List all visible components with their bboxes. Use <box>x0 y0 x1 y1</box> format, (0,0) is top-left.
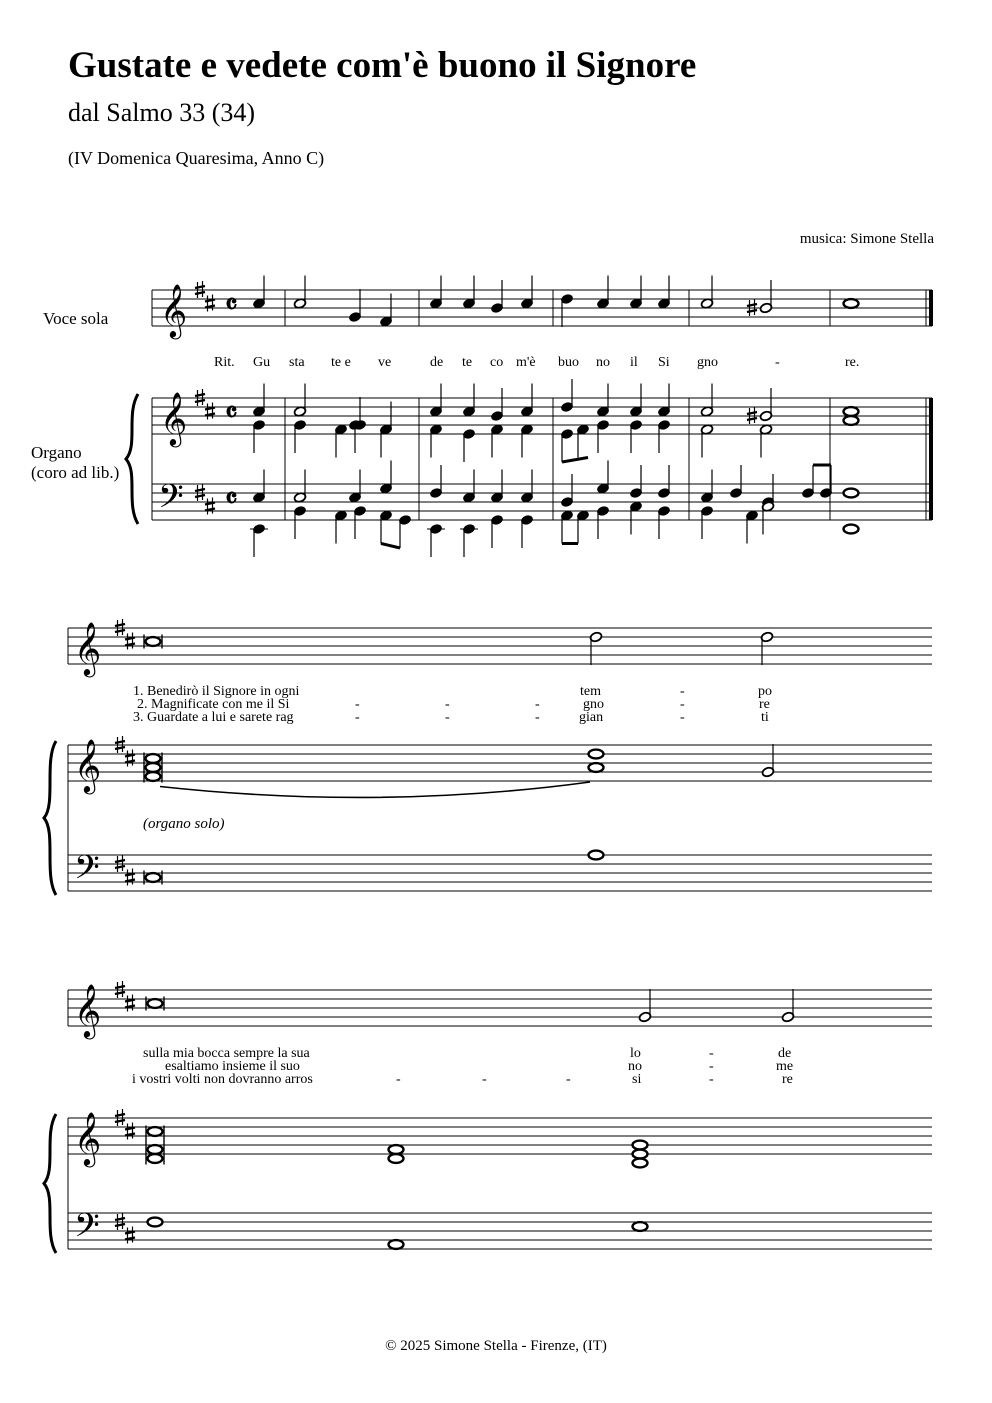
whole-notehead <box>389 1145 404 1154</box>
whole-notehead <box>633 1222 648 1231</box>
key-sharp-icon <box>125 750 135 767</box>
whole-notehead <box>633 1159 648 1168</box>
system-verse-2 <box>44 981 932 1253</box>
organ-label: Organo <box>31 443 82 462</box>
lyric-syllable: - <box>355 710 360 725</box>
lyric-syllable: re <box>759 697 770 712</box>
lyric-syllable: - <box>680 697 685 712</box>
common-time-icon: 𝄴 <box>225 398 238 429</box>
lyric-syllable: - <box>445 697 450 712</box>
verse-text: 2. Magnificate con me il Si <box>137 697 290 712</box>
lyric-syllable: re. <box>845 355 860 370</box>
lyric-syllable: - <box>709 1059 714 1074</box>
piano-brace <box>44 1114 56 1253</box>
organ-solo-direction: (organo solo) <box>143 816 225 832</box>
lyric-syllable: me <box>776 1059 794 1074</box>
page-title: Gustate e vedete com'è buono il Signore <box>68 45 697 86</box>
lyric-syllable: si <box>632 1072 642 1087</box>
lyric-syllable: - <box>775 355 780 370</box>
organ-sub-label: (coro ad lib.) <box>31 463 120 482</box>
lyric-syllable: - <box>482 1072 487 1087</box>
whole-notehead <box>146 772 161 781</box>
verse-lyrics-line1 <box>133 684 772 725</box>
whole-notehead <box>389 1154 404 1163</box>
whole-notehead <box>389 1240 404 1249</box>
lyric-syllable: ve <box>378 355 392 370</box>
lyric-syllable: Si <box>658 355 670 370</box>
key-sharp-icon <box>205 295 215 312</box>
lyric-syllable: ti <box>761 710 769 725</box>
whole-notehead <box>589 763 604 772</box>
final-barline-thick <box>929 290 933 326</box>
lyric-syllable: no <box>628 1059 642 1074</box>
lyric-syllable: gno <box>697 355 718 370</box>
lyric-syllable: sta <box>289 355 305 370</box>
whole-notehead <box>148 1218 163 1227</box>
treble-clef-icon: 𝄞 <box>74 740 102 791</box>
whole-notehead <box>148 1127 163 1136</box>
whole-notehead <box>148 1145 163 1154</box>
treble-clef-icon: 𝄞 <box>74 1113 102 1164</box>
system-verse-1 <box>44 619 932 895</box>
whole-notehead <box>844 299 859 308</box>
whole-notehead <box>148 1154 163 1163</box>
lyric-syllable: te <box>462 355 473 370</box>
verse-text: sulla mia bocca sempre la sua <box>143 1046 310 1061</box>
lyric-syllable: tem <box>580 684 601 699</box>
whole-notehead <box>844 416 859 425</box>
liturgical-occasion: (IV Domenica Quaresima, Anno C) <box>68 148 325 168</box>
treble-clef-icon: 𝄞 <box>74 623 102 674</box>
key-sharp-icon <box>125 869 135 886</box>
page-subtitle: dal Salmo 33 (34) <box>68 98 256 127</box>
whole-notehead <box>146 763 161 772</box>
lyric-syllable: te e <box>331 355 351 370</box>
lyric-syllable: - <box>566 1072 571 1087</box>
whole-notehead <box>148 999 163 1008</box>
key-sharp-icon <box>125 995 135 1012</box>
lyric-syllable: - <box>445 710 450 725</box>
key-sharp-icon <box>205 498 215 515</box>
key-sharp-icon <box>125 1227 135 1244</box>
whole-notehead <box>844 525 859 534</box>
key-sharp-icon <box>205 403 215 420</box>
verse-lyrics-line2 <box>132 1046 793 1087</box>
piano-brace <box>126 394 138 524</box>
lyric-syllable: de <box>778 1046 792 1061</box>
whole-notehead <box>844 489 859 498</box>
verse-text: 1. Benedirò il Signore in ogni <box>133 684 300 699</box>
verse-text: esaltiamo insieme il suo <box>165 1059 300 1074</box>
lyric-syllable: - <box>680 684 685 699</box>
treble-clef-icon: 𝄞 <box>74 985 102 1036</box>
lyric-syllable: lo <box>630 1046 641 1061</box>
lyric-syllable: il <box>630 355 638 370</box>
whole-notehead <box>146 754 161 763</box>
copyright-footer: © 2025 Simone Stella - Firenze, (IT) <box>385 1338 607 1354</box>
lyric-syllable: - <box>355 697 360 712</box>
composer-credit: musica: Simone Stella <box>799 231 934 247</box>
piano-brace <box>44 741 56 895</box>
bass-clef-icon: 𝄢 <box>74 1207 100 1252</box>
whole-notehead <box>589 851 604 860</box>
refrain-lyrics <box>214 355 859 370</box>
lyric-syllable: co <box>490 355 504 370</box>
system-refrain <box>126 276 933 558</box>
whole-notehead <box>633 1150 648 1159</box>
lyric-syllable: - <box>709 1072 714 1087</box>
lyric-syllable: re <box>782 1072 793 1087</box>
lyric-syllable: de <box>430 355 444 370</box>
lyric-syllable: - <box>680 710 685 725</box>
common-time-icon: 𝄴 <box>225 484 238 515</box>
whole-notehead <box>146 873 161 882</box>
lyric-syllable: - <box>535 710 540 725</box>
tie-slur <box>160 782 590 797</box>
key-sharp-icon <box>125 633 135 650</box>
lyric-syllable: Rit. <box>214 355 235 370</box>
beam <box>562 458 588 463</box>
final-barline-thick <box>929 398 933 520</box>
verse-text: 3. Guardate a lui e sarete rag <box>133 710 294 725</box>
whole-notehead <box>844 407 859 416</box>
lyric-syllable: no <box>596 355 610 370</box>
lyric-syllable: - <box>396 1072 401 1087</box>
lyric-syllable: buo <box>558 355 579 370</box>
key-sharp-icon <box>125 1123 135 1140</box>
bass-clef-icon: 𝄢 <box>158 478 184 523</box>
beam <box>381 544 400 549</box>
treble-clef-icon: 𝄞 <box>160 285 188 336</box>
lyric-syllable: m'è <box>516 355 536 370</box>
lyric-syllable: po <box>758 684 772 699</box>
lyric-syllable: - <box>535 697 540 712</box>
whole-notehead <box>633 1141 648 1150</box>
voice-label: Voce sola <box>43 309 109 328</box>
verse-text: i vostri volti non dovranno arros <box>132 1072 313 1087</box>
lyric-syllable: gian <box>579 710 604 725</box>
common-time-icon: 𝄴 <box>225 290 238 321</box>
lyric-syllable: - <box>709 1046 714 1061</box>
bass-clef-icon: 𝄢 <box>74 849 100 894</box>
whole-notehead <box>146 637 161 646</box>
whole-notehead <box>589 750 604 759</box>
lyric-syllable: gno <box>583 697 604 712</box>
treble-clef-icon: 𝄞 <box>160 393 188 444</box>
lyric-syllable: Gu <box>253 355 271 370</box>
